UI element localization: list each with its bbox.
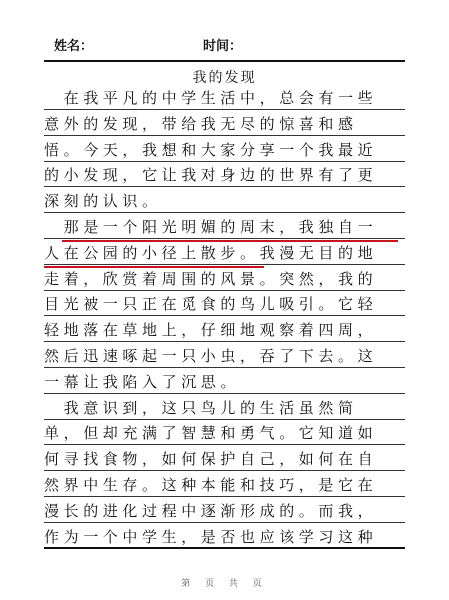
name-label: 姓名： xyxy=(54,39,94,54)
writing-line xyxy=(44,165,405,187)
writing-line xyxy=(44,501,405,523)
line-rule xyxy=(44,547,405,549)
line-rule xyxy=(44,212,405,213)
line-rule xyxy=(44,393,405,394)
line-rule xyxy=(44,522,405,523)
writing-line xyxy=(44,527,405,549)
line-rule xyxy=(44,444,405,445)
writing-line xyxy=(44,114,405,136)
writing-line xyxy=(44,140,405,162)
line-text: 漫长的进化过程中逐渐形成的。而我， xyxy=(44,501,378,520)
line-text: 那是一个阳光明媚的周末，我独自一 xyxy=(44,218,378,236)
writing-line xyxy=(44,217,405,239)
line-rule xyxy=(44,496,405,497)
line-text: 人在公园的小径上散步。我漫无目的地 xyxy=(44,243,378,262)
writing-line xyxy=(44,423,405,445)
line-rule xyxy=(44,238,405,239)
writing-line xyxy=(44,475,405,497)
writing-line xyxy=(44,372,405,394)
line-rule xyxy=(44,264,405,265)
time-label: 时间： xyxy=(203,39,243,54)
line-text: 在我平凡的中学生活中，总会有一些 xyxy=(44,89,378,107)
line-rule xyxy=(44,470,405,471)
writing-line xyxy=(44,320,405,342)
line-text: 走着，欣赏着周围的风景。突然，我的 xyxy=(44,269,378,288)
line-rule xyxy=(44,186,405,187)
highlight-underline xyxy=(62,240,398,242)
line-text: 何寻找食物，如何保护自己，如何在自 xyxy=(44,450,378,469)
writing-line xyxy=(44,191,405,213)
essay-title: 我的发现 xyxy=(192,70,257,86)
page-footer: 第 页 共 页 xyxy=(181,579,268,589)
highlight-underline xyxy=(44,266,264,268)
line-text: 轻地落在草地上，仔细地观察着四周， xyxy=(44,321,378,340)
line-text: 意外的发现，带给我无尽的惊喜和感 xyxy=(44,114,358,133)
writing-line xyxy=(44,449,405,471)
line-text: 的小发现，它让我对身边的世界有了更 xyxy=(44,166,378,185)
writing-line xyxy=(44,243,405,265)
line-rule xyxy=(44,161,405,162)
writing-line xyxy=(44,398,405,420)
line-text: 深刻的认识。 xyxy=(44,192,162,211)
line-text: 然后迅速啄起一只小虫，吞了下去。这 xyxy=(44,347,378,365)
line-text: 单，但却充满了智慧和勇气。它知道如 xyxy=(44,424,378,443)
line-text: 一幕让我陷入了沉思。 xyxy=(44,372,241,391)
writing-line xyxy=(44,88,405,110)
line-rule xyxy=(44,135,405,136)
writing-line xyxy=(44,346,405,368)
line-rule xyxy=(44,109,405,110)
line-text: 作为一个中学生，是否也应该学习这种 xyxy=(44,527,378,546)
writing-line xyxy=(44,269,405,291)
line-text: 目光被一只正在觅食的鸟儿吸引。它轻 xyxy=(44,295,378,314)
line-rule xyxy=(44,290,405,291)
line-text: 我意识到，这只鸟儿的生活虽然简 xyxy=(44,398,358,417)
line-rule xyxy=(44,341,405,342)
line-rule xyxy=(44,315,405,316)
line-rule xyxy=(44,367,405,368)
line-text: 悟。今天，我想和大家分享一个我最近 xyxy=(44,140,378,159)
writing-line xyxy=(44,294,405,316)
line-rule xyxy=(44,419,405,420)
line-text: 然界中生存。这种本能和技巧，是它在 xyxy=(44,476,378,494)
